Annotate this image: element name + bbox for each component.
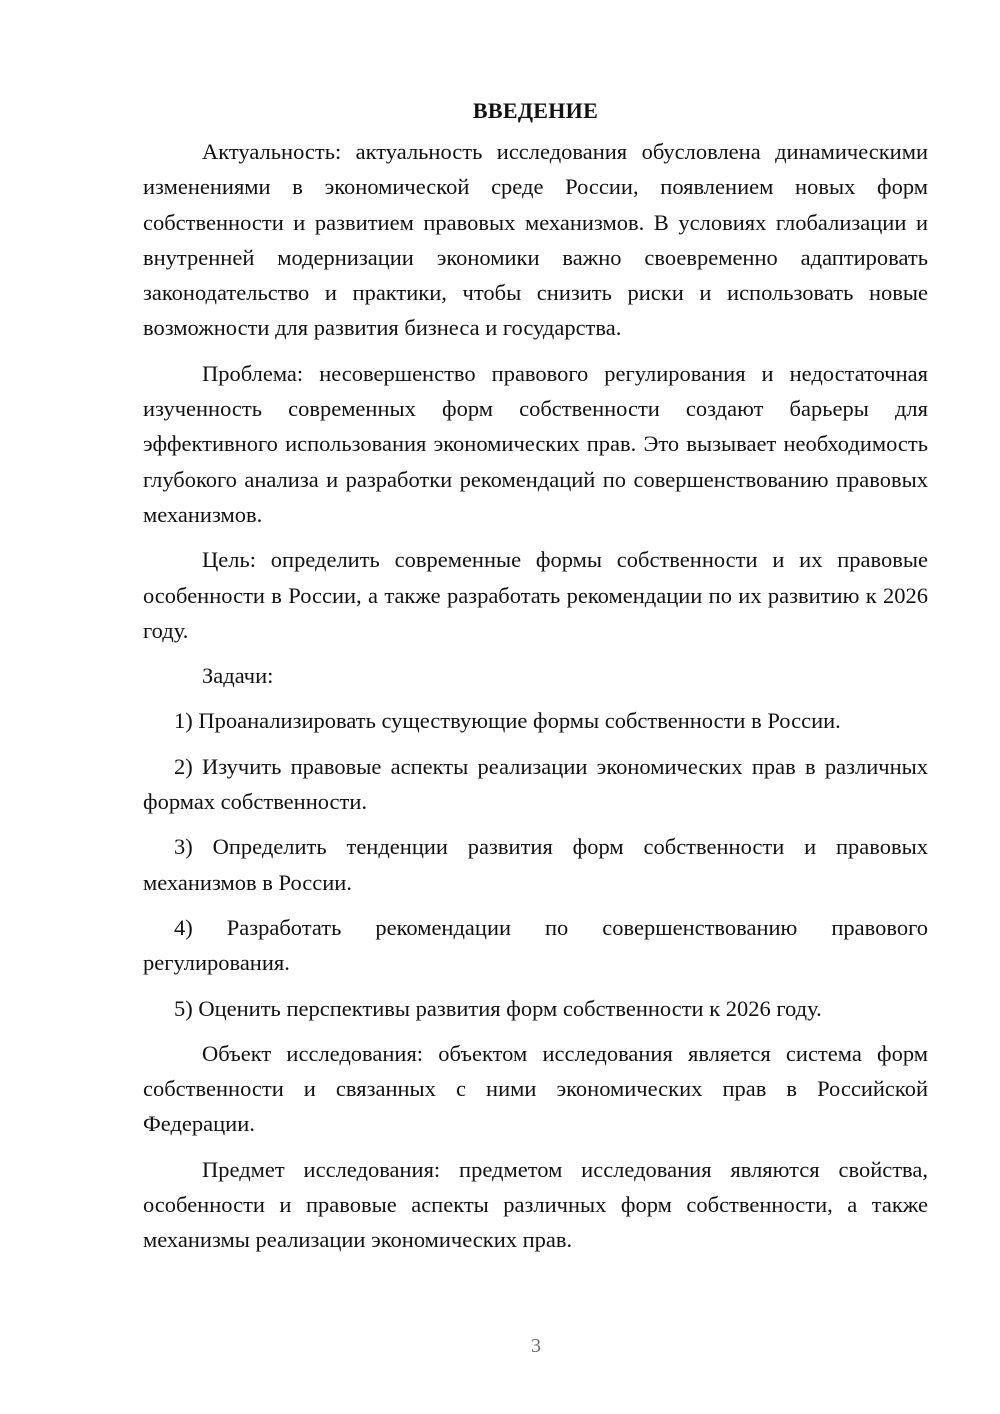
task-item-3: 3) Определить тенденции развития форм собственности и правовых механизмов в России. [143,834,928,895]
page-content [143,93,928,1258]
problem-paragraph: Проблема: несовершенство правового регулирования и недостаточная изученность современных форм собственности создают барьеры для эффективного использования экономических прав. Это вызывает необходимость глубокого анализа и разработки рекомендаций по совершенствованию правовых механизмов. [143,360,928,527]
section-heading: ВВЕДЕНИЕ [472,98,599,123]
relevance-paragraph: Актуальность: актуальность исследования обусловлена динамическими изменениями в экономической среде России, появлением новых форм собственности и развитием правовых механизмов. В условиях глобализации и внутренней модернизации экономики важно своевременно адаптировать законодательство и практики, чтобы снизить риски и использовать новые возможности для развития бизнеса и государства. [143,139,928,341]
task-item-4: 4) Разработать рекомендации по совершенствованию правового регулирования. [143,914,928,976]
task-item-1: 1) Проанализировать существующие формы собственности в России. [174,708,841,734]
page-number: 3 [531,1335,541,1357]
object-paragraph: Объект исследования: объектом исследования является система форм собственности и связанных с ними экономических прав в Российской Федерации. [143,1040,928,1137]
task-item-5: 5) Оценить перспективы развития форм собственности к 2026 году. [174,995,822,1021]
subject-paragraph: Предмет исследования: предметом исследования являются свойства, особенности и правовые аспекты различных форм собственности, а также механизмы реализации экономических прав. [143,1156,928,1253]
tasks-heading: Задачи: [202,663,274,689]
goal-paragraph: Цель: определить современные формы собственности и их правовые особенности в России, а также разработать рекомендации по их развитию к 2026 году. [143,547,928,643]
task-item-2: 2) Изучить правовые аспекты реализации экономических прав в различных формах собственности. [143,753,928,815]
